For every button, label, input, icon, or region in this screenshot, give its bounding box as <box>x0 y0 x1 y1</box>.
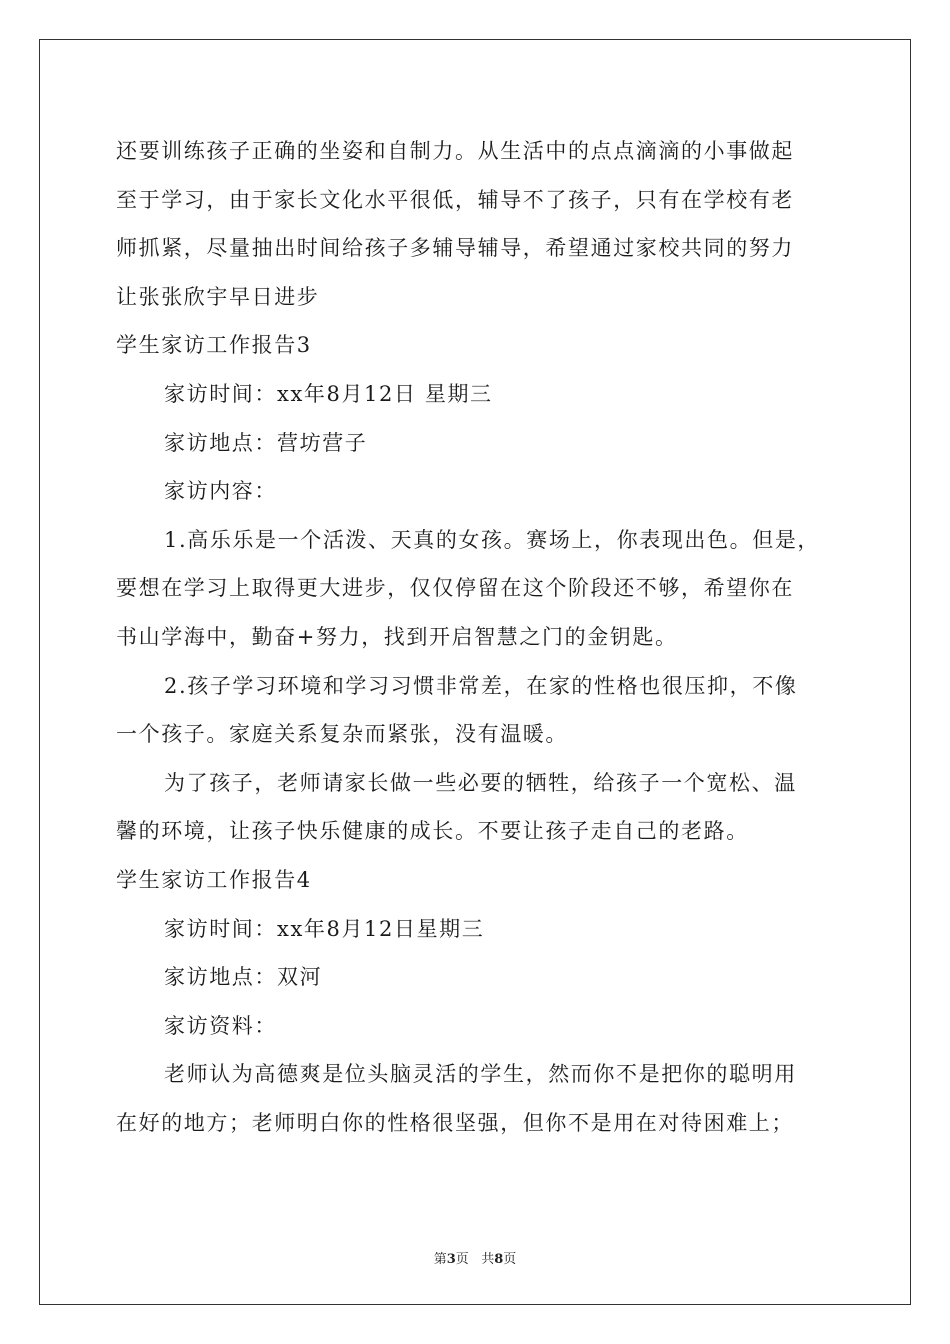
text-line: 一个孩子。家庭关系复杂而紧张，没有温暖。 <box>116 722 568 747</box>
visit-content-label: 家访内容： <box>164 479 277 504</box>
visit-time: 家访时间：xx年8月12日星期三 <box>164 916 485 941</box>
visit-material-label: 家访资料： <box>164 1013 277 1038</box>
document-body <box>116 127 836 1147</box>
total-suffix: 页 <box>503 1252 517 1267</box>
page-footer <box>0 1248 950 1267</box>
visit-location: 家访地点：双河 <box>164 965 323 990</box>
text-line: 馨的环境，让孩子快乐健康的成长。不要让孩子走自己的老路。 <box>116 819 749 844</box>
text-line: 老师认为高德爽是位头脑灵活的学生，然而你不是把你的聪明用 <box>164 1062 797 1087</box>
text-line: 至于学习，由于家长文化水平很低，辅导不了孩子，只有在学校有老 <box>116 187 794 212</box>
total-pages: 8 <box>494 1252 504 1267</box>
text-line: 要想在学习上取得更大进步，仅仅停留在这个阶段还不够，希望你在 <box>116 576 794 601</box>
section-heading: 学生家访工作报告4 <box>116 867 312 892</box>
page-prefix: 第 <box>433 1252 447 1267</box>
text-line: 让张张欣宇早日进步 <box>116 284 320 309</box>
text-line: 1.高乐乐是一个活泼、天真的女孩。赛场上，你表现出色。但是， <box>164 527 821 552</box>
section-heading: 学生家访工作报告3 <box>116 333 312 358</box>
text-line: 在好的地方；老师明白你的性格很坚强，但你不是用在对待困难上； <box>116 1110 794 1135</box>
page-suffix: 页 <box>455 1252 469 1267</box>
text-line: 2.孩子学习环境和学习习惯非常差，在家的性格也很压抑，不像 <box>164 673 798 698</box>
text-line: 书山学海中，勤奋+努力，找到开启智慧之门的金钥匙。 <box>116 624 678 649</box>
text-line: 师抓紧，尽量抽出时间给孩子多辅导辅导，希望通过家校共同的努力 <box>116 236 794 261</box>
text-line: 还要训练孩子正确的坐姿和自制力。从生活中的点点滴滴的小事做起 <box>116 139 794 163</box>
text-line: 为了孩子，老师请家长做一些必要的牺牲，给孩子一个宽松、温 <box>164 770 797 795</box>
total-prefix: 共 <box>481 1252 495 1267</box>
visit-time: 家访时间：xx年8月12日 星期三 <box>164 381 493 406</box>
visit-location: 家访地点：营坊营子 <box>164 430 368 455</box>
page-number: 3 <box>446 1252 456 1267</box>
